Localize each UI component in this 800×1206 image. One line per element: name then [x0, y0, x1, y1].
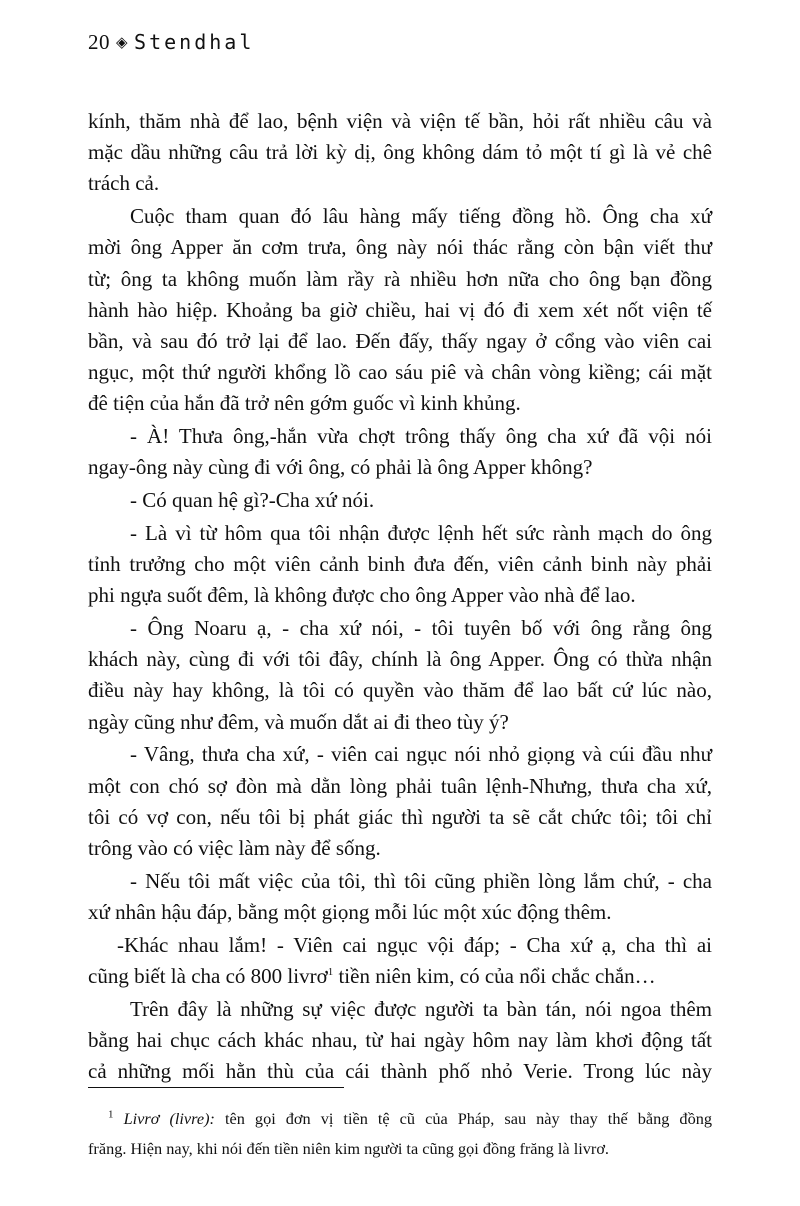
paragraph	[88, 866, 712, 928]
footnote-marker: 1	[108, 1108, 114, 1121]
paragraph	[88, 421, 712, 483]
footnote-divider	[88, 1087, 344, 1088]
text-line: trách cả.	[88, 171, 160, 196]
paragraph	[88, 739, 712, 864]
text-line: hành hào hiệp. Khoảng ba giờ chiều, hai vị đó đi xem xét nốt viện tế	[88, 297, 712, 322]
running-header-author: Stendhal	[134, 30, 255, 54]
text-line: mời ông Apper ăn cơm trưa, ông này nói thác rằng còn bận viết thư	[88, 235, 712, 260]
text-line: xứ nhân hậu đáp, bằng một giọng mỗi lúc một xúc động thêm.	[88, 899, 612, 924]
page-number: 20	[88, 30, 110, 54]
footnote-text: tên gọi đơn vị tiền tệ cũ của Pháp, sau này thay thế bằng đồng	[214, 1109, 712, 1128]
text-line	[88, 961, 712, 992]
text-line: - Ông Noaru ạ, - cha xứ nói, - tôi tuyên bố với ông rằng ông	[130, 615, 712, 640]
text-line: - Vâng, thưa cha xứ, - viên cai ngục nói nhỏ giọng và cúi đầu như	[130, 742, 712, 767]
paragraph	[88, 613, 712, 738]
running-header	[88, 30, 254, 55]
text-line: một con chó sợ đòn mà dằn lòng phải tuân lệnh-Nhưng, thưa cha xứ,	[88, 773, 712, 798]
text-line: ngày cũng như đêm, và muốn dắt ai đi theo tùy ý?	[88, 709, 509, 734]
text-line: từ; ông ta không muốn làm rầy rà nhiều hơn nữa cho ông bạn đồng	[88, 266, 712, 291]
text-line: trông vào có việc làm này để sống.	[88, 835, 381, 860]
paragraph	[88, 994, 712, 1088]
text-line: mặc dầu những câu trả lời kỳ dị, ông không dám tỏ một tí gì là vẻ chê	[88, 140, 712, 165]
text-line: đê tiện của hắn đã trở nên gớm guốc vì kinh khủng.	[88, 391, 521, 416]
text-line: tỉnh trưởng cho một viên cảnh binh đưa đến, viên cảnh binh này phải	[88, 552, 712, 576]
footnote-term: Livrơ (livre):	[123, 1109, 215, 1128]
text-line: -Khác nhau lắm! - Viên cai ngục vội đáp; - Cha xứ ạ, cha thì ai	[117, 932, 712, 957]
body-text	[88, 106, 712, 1089]
text-line: bần, và sau đó trở lại để lao. Đến đấy, thấy ngay ở cổng vào viên cai	[88, 328, 712, 353]
text-line: - Nếu tôi mất việc của tôi, thì tôi cũng phiền lòng lắm chứ, - cha	[130, 868, 712, 893]
paragraph	[88, 106, 712, 200]
text-span: tiền niên kim, có của nổi chắc chắn…	[333, 963, 656, 988]
footnote-line	[88, 1104, 712, 1134]
footnote	[88, 1104, 712, 1164]
text-line: khách này, cùng đi với tôi đây, chính là ông Apper. Ông có thừa nhận	[88, 647, 712, 672]
paragraph	[88, 930, 712, 992]
text-line: bằng hai chục cách khác nhau, từ hai ngày hôm nay làm khơi động tất	[88, 1027, 712, 1052]
footnote-reference[interactable]: 1	[327, 965, 334, 978]
text-line: - Có quan hệ gì?-Cha xứ nói.	[130, 488, 375, 513]
text-line: Cuộc tham quan đó lâu hàng mấy tiếng đồng hồ. Ông cha xứ	[130, 204, 712, 229]
text-line: điều này hay không, là tôi có quyền vào thăm để lao bất cứ lúc nào,	[88, 678, 712, 703]
text-line: phi ngựa suốt đêm, là không được cho ông Apper vào nhà để lao.	[88, 583, 636, 608]
text-line: Trên đây là những sự việc được người ta bàn tán, nói ngoa thêm	[130, 996, 712, 1021]
paragraph	[88, 201, 712, 419]
text-line: tôi có vợ con, nếu tôi bị phát giác thì người ta sẽ cắt chức tôi; tôi chỉ	[88, 804, 712, 829]
text-line: cả những mối hằn thù của cái thành phố nhỏ Verie. Trong lúc này	[88, 1058, 712, 1083]
text-line: ngục, một thứ người khổng lồ cao sáu piê và chân vòng kiềng; cái mặt	[88, 360, 712, 385]
footnote-line: frăng. Hiện nay, khi nói đến tiền niên kim người ta cũng gọi đồng frăng là livrơ.	[88, 1139, 609, 1158]
text-line: kính, thăm nhà để lao, bệnh viện và viện tế bần, hỏi rất nhiều câu và	[88, 109, 712, 133]
text-line: - Là vì từ hôm qua tôi nhận được lệnh hết sức rành mạch do ông	[130, 520, 712, 545]
text-span: cũng biết là cha có 800 livrơ	[88, 963, 328, 988]
diamond-icon: ◈	[116, 35, 129, 51]
paragraph	[88, 485, 712, 516]
paragraph	[88, 518, 712, 612]
text-line: ngay-ông này cùng đi với ông, có phải là ông Apper không?	[88, 455, 593, 480]
text-line: - À! Thưa ông,-hắn vừa chợt trông thấy ông cha xứ đã vội nói	[130, 424, 712, 449]
